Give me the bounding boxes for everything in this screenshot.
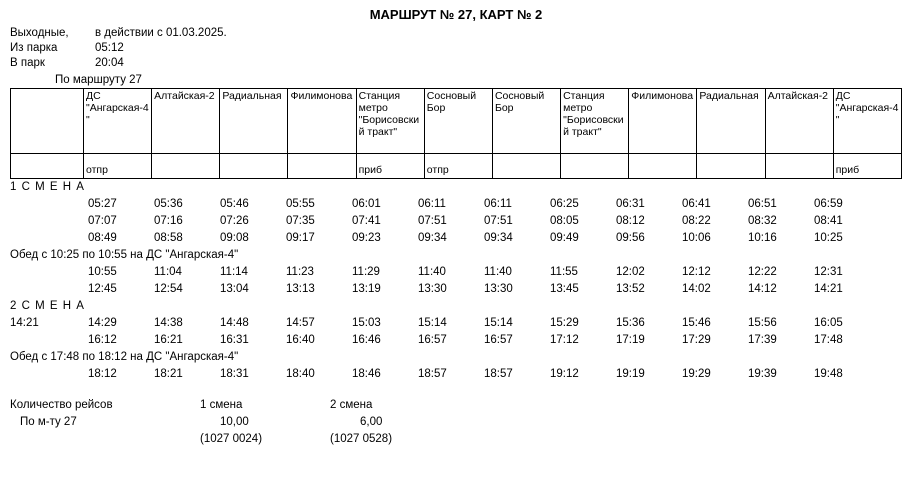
table-column-header: Филимонова <box>288 89 356 154</box>
trip-time-cell: 09:23 <box>352 232 381 244</box>
shift-label-row <box>0 179 912 196</box>
trip-time-cell: 15:29 <box>550 317 579 329</box>
trip-time-cell <box>0 281 88 298</box>
trip-time-cell: 19:12 <box>550 368 579 380</box>
effective-label: в действии с 01.03.2025. <box>95 27 227 39</box>
meta-row-from-depot <box>10 41 912 56</box>
summary-route-label: По м-ту 27 <box>20 416 77 428</box>
trip-time-cell: 15:14 <box>418 317 447 329</box>
trip-time-cell: 05:46 <box>220 198 249 210</box>
table-column-header: Алтайская-2 <box>152 89 220 154</box>
trip-time-cell: 07:16 <box>154 215 183 227</box>
trip-time-cell: 16:57 <box>484 334 513 346</box>
trip-time-cell: 10:16 <box>748 232 777 244</box>
trip-time-cell: 15:36 <box>616 317 645 329</box>
table-column-header: ДС "Ангарская-4" <box>84 89 152 154</box>
trip-time-cell: 17:29 <box>682 334 711 346</box>
trip-time-cell: 17:12 <box>550 334 579 346</box>
trip-time-cell: 08:12 <box>616 215 645 227</box>
trip-time-cell: 11:23 <box>286 266 314 278</box>
trip-time-cell: 08:58 <box>154 232 183 244</box>
table-column-subheader <box>629 154 697 179</box>
trip-time-cell: 09:08 <box>220 232 249 244</box>
meta-block <box>10 26 912 71</box>
trip-time-cell: 16:31 <box>220 334 249 346</box>
table-column-header: Радиальная <box>697 89 765 154</box>
trip-row <box>0 264 912 281</box>
shift1-label: 1 смена <box>200 399 243 411</box>
trip-time-cell: 15:14 <box>484 317 513 329</box>
trip-time-cell: 11:14 <box>220 266 248 278</box>
trip-time-cell: 11:55 <box>550 266 578 278</box>
days-label: Выходные, <box>10 27 69 39</box>
table-column-subheader <box>220 154 288 179</box>
trip-time-cell: 07:51 <box>418 215 447 227</box>
trip-time-cell: 12:45 <box>88 283 117 295</box>
shift2-value: 6,00 <box>360 416 383 428</box>
trip-time-cell: 07:41 <box>352 215 381 227</box>
trip-time-cell: 08:05 <box>550 215 579 227</box>
trip-row <box>0 213 912 230</box>
trip-row <box>0 366 912 383</box>
table-header-row <box>11 89 902 154</box>
trip-time-cell <box>0 332 88 349</box>
table-column-subheader <box>288 154 356 179</box>
trip-time-cell: 18:31 <box>220 368 249 380</box>
trip-time-cell: 07:07 <box>88 215 117 227</box>
trip-time-cell: 06:11 <box>484 198 512 210</box>
trip-time-cell: 12:12 <box>682 266 711 278</box>
trip-time-cell: 07:35 <box>286 215 315 227</box>
table-subheader-row <box>11 154 902 179</box>
trip-time-cell <box>0 264 88 281</box>
lunch-break-note: Обед с 17:48 по 18:12 на ДС "Ангарская-4" <box>10 351 239 363</box>
trip-time-cell <box>0 230 88 247</box>
trip-time-cell: 14:21 <box>814 283 843 295</box>
trip-time-cell: 13:45 <box>550 283 579 295</box>
trip-time-cell: 12:54 <box>154 283 183 295</box>
from-depot-time: 05:12 <box>95 42 124 54</box>
shift1-code: (1027 0024) <box>200 433 263 445</box>
shift2-label: 2 смена <box>330 399 373 411</box>
trip-time-cell: 15:56 <box>748 317 777 329</box>
trip-time-cell: 15:46 <box>682 317 711 329</box>
trip-time-cell: 14:38 <box>154 317 183 329</box>
trip-time-cell: 18:46 <box>352 368 381 380</box>
trip-time-cell: 18:21 <box>154 368 183 380</box>
table-column-subheader <box>152 154 220 179</box>
trip-time-cell: 06:31 <box>616 198 645 210</box>
trip-time-cell: 14:02 <box>682 283 711 295</box>
to-depot-time: 20:04 <box>95 57 124 69</box>
trip-time-cell: 17:19 <box>616 334 645 346</box>
trip-time-cell: 16:40 <box>286 334 315 346</box>
table-column-subheader: отпр <box>84 154 152 179</box>
shift-label: 1 С М Е Н А <box>10 181 85 193</box>
trip-time-cell: 06:51 <box>748 198 777 210</box>
table-column-header: Сосновый Бор <box>424 89 492 154</box>
trip-time-cell: 14:48 <box>220 317 249 329</box>
trip-time-cell: 18:57 <box>418 368 447 380</box>
table-column-header: Филимонова <box>629 89 697 154</box>
trip-time-cell: 08:49 <box>88 232 117 244</box>
meta-row-days <box>10 26 912 41</box>
trip-time-cell: 16:05 <box>814 317 843 329</box>
trip-time-cell: 18:40 <box>286 368 315 380</box>
trip-time-cell: 16:12 <box>88 334 117 346</box>
trip-time-cell: 13:30 <box>484 283 513 295</box>
summary-spacer <box>10 431 200 448</box>
shift-label-row <box>0 298 912 315</box>
trip-time-cell: 10:06 <box>682 232 711 244</box>
from-depot-label: Из парка <box>10 42 58 54</box>
trip-time-cell: 16:46 <box>352 334 381 346</box>
trip-row <box>0 315 912 332</box>
trip-time-cell: 07:26 <box>220 215 249 227</box>
shift1-value: 10,00 <box>220 416 249 428</box>
to-depot-label: В парк <box>10 57 45 69</box>
trip-time-cell: 08:22 <box>682 215 711 227</box>
trip-time-cell: 09:49 <box>550 232 579 244</box>
table-column-subheader: приб <box>833 154 901 179</box>
trip-row <box>0 230 912 247</box>
trip-time-cell: 16:21 <box>154 334 183 346</box>
table-column-subheader <box>697 154 765 179</box>
trip-time-cell: 17:48 <box>814 334 843 346</box>
trip-time-cell: 11:40 <box>418 266 446 278</box>
table-column-header: ДС "Ангарская-4" <box>833 89 901 154</box>
table-column-header: Сосновый Бор <box>492 89 560 154</box>
trip-time-cell: 09:17 <box>286 232 315 244</box>
table-column-header: Станция метро "Борисовский тракт" <box>356 89 424 154</box>
trip-time-cell: 09:56 <box>616 232 645 244</box>
summary-row-codes <box>10 431 912 448</box>
trip-row <box>0 332 912 349</box>
trip-time-cell: 18:12 <box>88 368 117 380</box>
trip-time-cell: 13:13 <box>286 283 315 295</box>
trip-time-cell: 14:29 <box>88 317 117 329</box>
trip-time-cell: 15:03 <box>352 317 381 329</box>
trip-time-cell: 06:11 <box>418 198 446 210</box>
route-label: По маршруту 27 <box>55 74 142 86</box>
table-column-header: Алтайская-2 <box>765 89 833 154</box>
summary-row-headers <box>10 397 912 414</box>
table-column-subheader <box>561 154 629 179</box>
trip-time-cell: 17:39 <box>748 334 777 346</box>
trip-time-cell: 06:59 <box>814 198 843 210</box>
trip-time-cell: 14:57 <box>286 317 315 329</box>
page-title: МАРШРУТ № 27, КАРТ № 2 <box>369 7 543 22</box>
trip-time-cell: 19:48 <box>814 368 843 380</box>
trip-row <box>0 196 912 213</box>
trip-time-cell: 16:57 <box>418 334 447 346</box>
trip-time-cell: 09:34 <box>484 232 513 244</box>
table-corner-cell <box>11 89 84 154</box>
trip-time-cell: 11:04 <box>154 266 182 278</box>
trip-time-cell <box>0 213 88 230</box>
table-column-subheader <box>492 154 560 179</box>
schedule-header-table <box>10 88 902 179</box>
trip-time-cell <box>0 196 88 213</box>
trip-time-cell: 05:55 <box>286 198 315 210</box>
trip-time-cell: 08:41 <box>814 215 843 227</box>
table-corner-subcell <box>11 154 84 179</box>
meta-row-to-depot <box>10 56 912 71</box>
trip-time-cell <box>0 366 88 383</box>
trip-time-cell: 13:52 <box>616 283 645 295</box>
trip-time-cell: 10:55 <box>88 266 117 278</box>
trips-count-label: Количество рейсов <box>10 399 113 411</box>
trip-time-cell: 14:21 <box>10 317 39 329</box>
trip-time-cell: 13:04 <box>220 283 249 295</box>
trip-time-cell: 12:22 <box>748 266 777 278</box>
trip-time-cell: 08:32 <box>748 215 777 227</box>
trip-time-cell: 13:19 <box>352 283 381 295</box>
summary-row-values <box>10 414 912 431</box>
table-column-header: Радиальная <box>220 89 288 154</box>
trip-time-cell: 11:40 <box>484 266 512 278</box>
trip-time-cell: 10:25 <box>814 232 843 244</box>
trip-time-cell: 12:02 <box>616 266 645 278</box>
table-column-subheader <box>765 154 833 179</box>
trip-row <box>0 281 912 298</box>
trip-time-cell: 19:29 <box>682 368 711 380</box>
table-column-subheader: отпр <box>424 154 492 179</box>
trip-time-cell: 05:27 <box>88 198 117 210</box>
trip-time-cell: 14:12 <box>748 283 777 295</box>
table-column-subheader: приб <box>356 154 424 179</box>
trip-time-cell: 06:01 <box>352 198 381 210</box>
trip-time-cell: 05:36 <box>154 198 183 210</box>
table-column-header: Станция метро "Борисовский тракт" <box>561 89 629 154</box>
trip-time-cell: 06:25 <box>550 198 579 210</box>
trip-time-cell: 19:39 <box>748 368 777 380</box>
shift-label: 2 С М Е Н А <box>10 300 85 312</box>
trip-time-cell: 19:19 <box>616 368 645 380</box>
trip-time-cell: 07:51 <box>484 215 513 227</box>
shift2-code: (1027 0528) <box>330 433 393 445</box>
trip-time-cell: 09:34 <box>418 232 447 244</box>
summary-block <box>10 397 912 448</box>
trip-time-cell: 13:30 <box>418 283 447 295</box>
trip-time-cell: 11:29 <box>352 266 380 278</box>
trip-time-cell: 06:41 <box>682 198 711 210</box>
trip-time-cell: 12:31 <box>814 266 843 278</box>
lunch-break-note: Обед с 10:25 по 10:55 на ДС "Ангарская-4" <box>10 249 239 261</box>
trip-time-cell: 18:57 <box>484 368 513 380</box>
trips-block <box>0 179 912 383</box>
